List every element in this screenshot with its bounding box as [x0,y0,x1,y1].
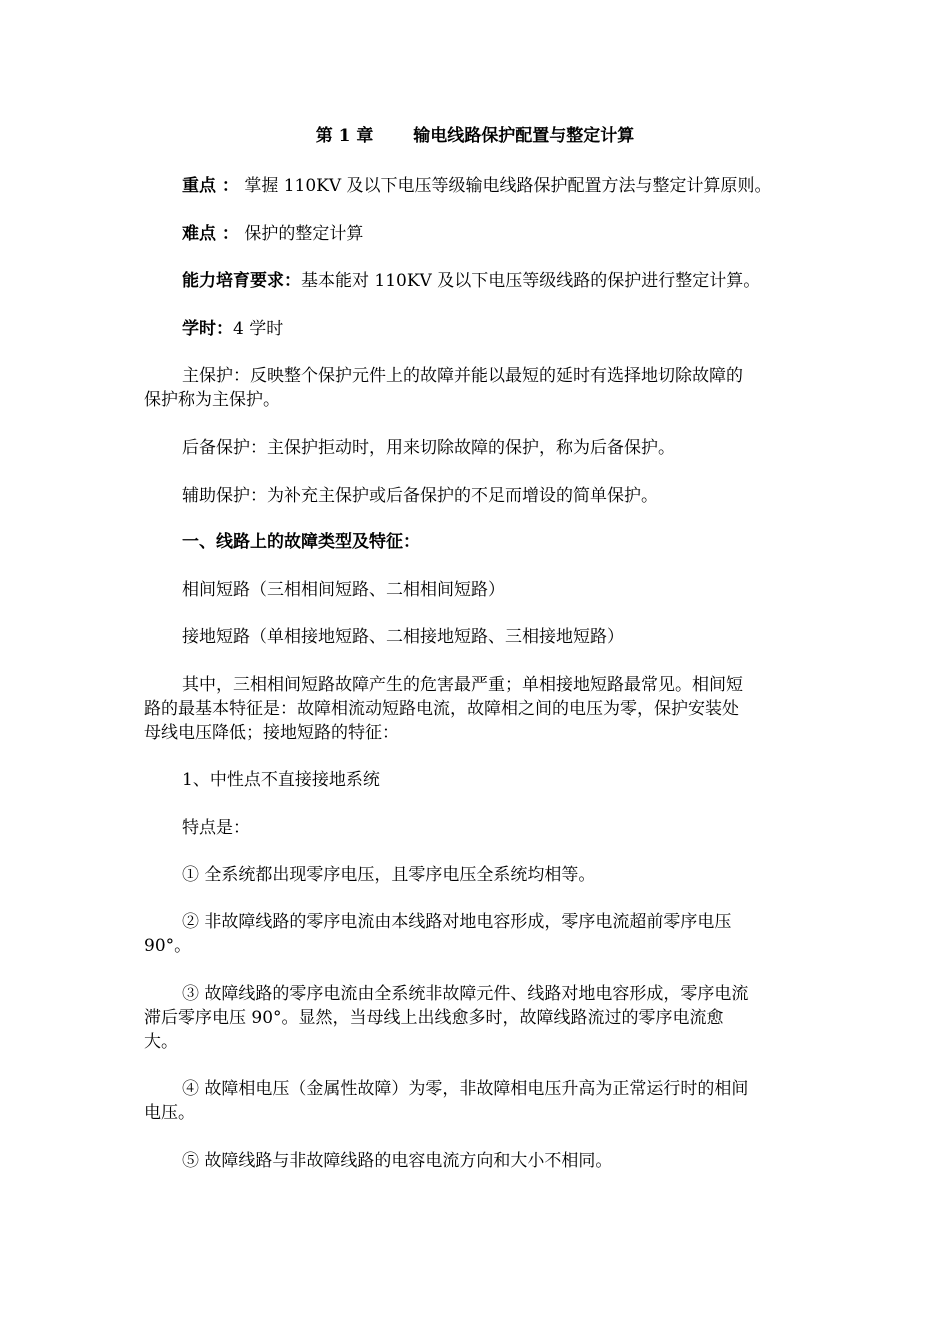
feature-item-2-line1: ② 非故障线路的零序电流由本线路对地电容形成，零序电流超前零序电压 [182,912,732,932]
main-protection-def-line1: 主保护：反映整个保护元件上的故障并能以最短的延时有选择地切除故障的 [182,366,743,386]
feature-item-5: ⑤ 故障线路与非故障线路的电容电流方向和大小不相同。 [182,1151,613,1171]
feature-item-1: ① 全系统都出现零序电压，且零序电压全系统均相等。 [182,865,596,885]
hours-text: 4 学时 [233,319,284,339]
feature-item-4-line2: 电压。 [144,1103,195,1123]
difficulty-line [182,222,363,246]
chapter-title: 第 1 章 输电线路保护配置与整定计算 [315,126,635,146]
paragraph-line2: 路的最基本特征是：故障相流动短路电流，故障相之间的电压为零，保护安装处 [144,699,739,719]
difficulty-label: 难点 ： [182,224,239,244]
hours-line [182,317,283,341]
key-point-line [182,174,772,198]
backup-protection-def: 后备保护：主保护拒动时，用来切除故障的保护，称为后备保护。 [182,438,675,458]
paragraph-line1: 其中，三相相间短路故障产生的危害最严重；单相接地短路最常见。相间短 [182,675,743,695]
feature-item-3-line3: 大。 [144,1032,178,1052]
feature-item-3-line1: ③ 故障线路的零序电流由全系统非故障元件、线路对地电容形成，零序电流 [182,984,749,1004]
key-point-text: 掌握 110KV 及以下电压等级输电线路保护配置方法与整定计算原则。 [244,176,772,196]
section-heading: 一、线路上的故障类型及特征： [182,532,420,552]
key-point-label: 重点 ： [182,176,239,196]
hours-label: 学时： [182,319,233,339]
main-protection-def-line2: 保护称为主保护。 [144,390,280,410]
feature-item-3-line2: 滞后零序电压 90°。显然，当母线上出线愈多时，故障线路流过的零序电流愈 [144,1008,724,1028]
phase-short-circuit: 相间短路（三相相间短路、二相相间短路） [182,580,505,600]
ability-text: 基本能对 110KV 及以下电压等级线路的保护进行整定计算。 [301,271,761,291]
subsection-heading: 1、中性点不直接接地系统 [182,770,380,790]
ability-label: 能力培育要求： [182,271,301,291]
feature-item-2-line2: 90°。 [144,936,192,956]
features-label: 特点是： [182,818,250,838]
auxiliary-protection-def: 辅助保护：为补充主保护或后备保护的不足而增设的简单保护。 [182,486,658,506]
ability-line [182,269,760,293]
difficulty-text: 保护的整定计算 [244,224,364,244]
feature-item-4-line1: ④ 故障相电压（金属性故障）为零，非故障相电压升高为正常运行时的相间 [182,1079,749,1099]
paragraph-line3: 母线电压降低；接地短路的特征： [144,723,399,743]
ground-short-circuit: 接地短路（单相接地短路、二相接地短路、三相接地短路） [182,627,624,647]
